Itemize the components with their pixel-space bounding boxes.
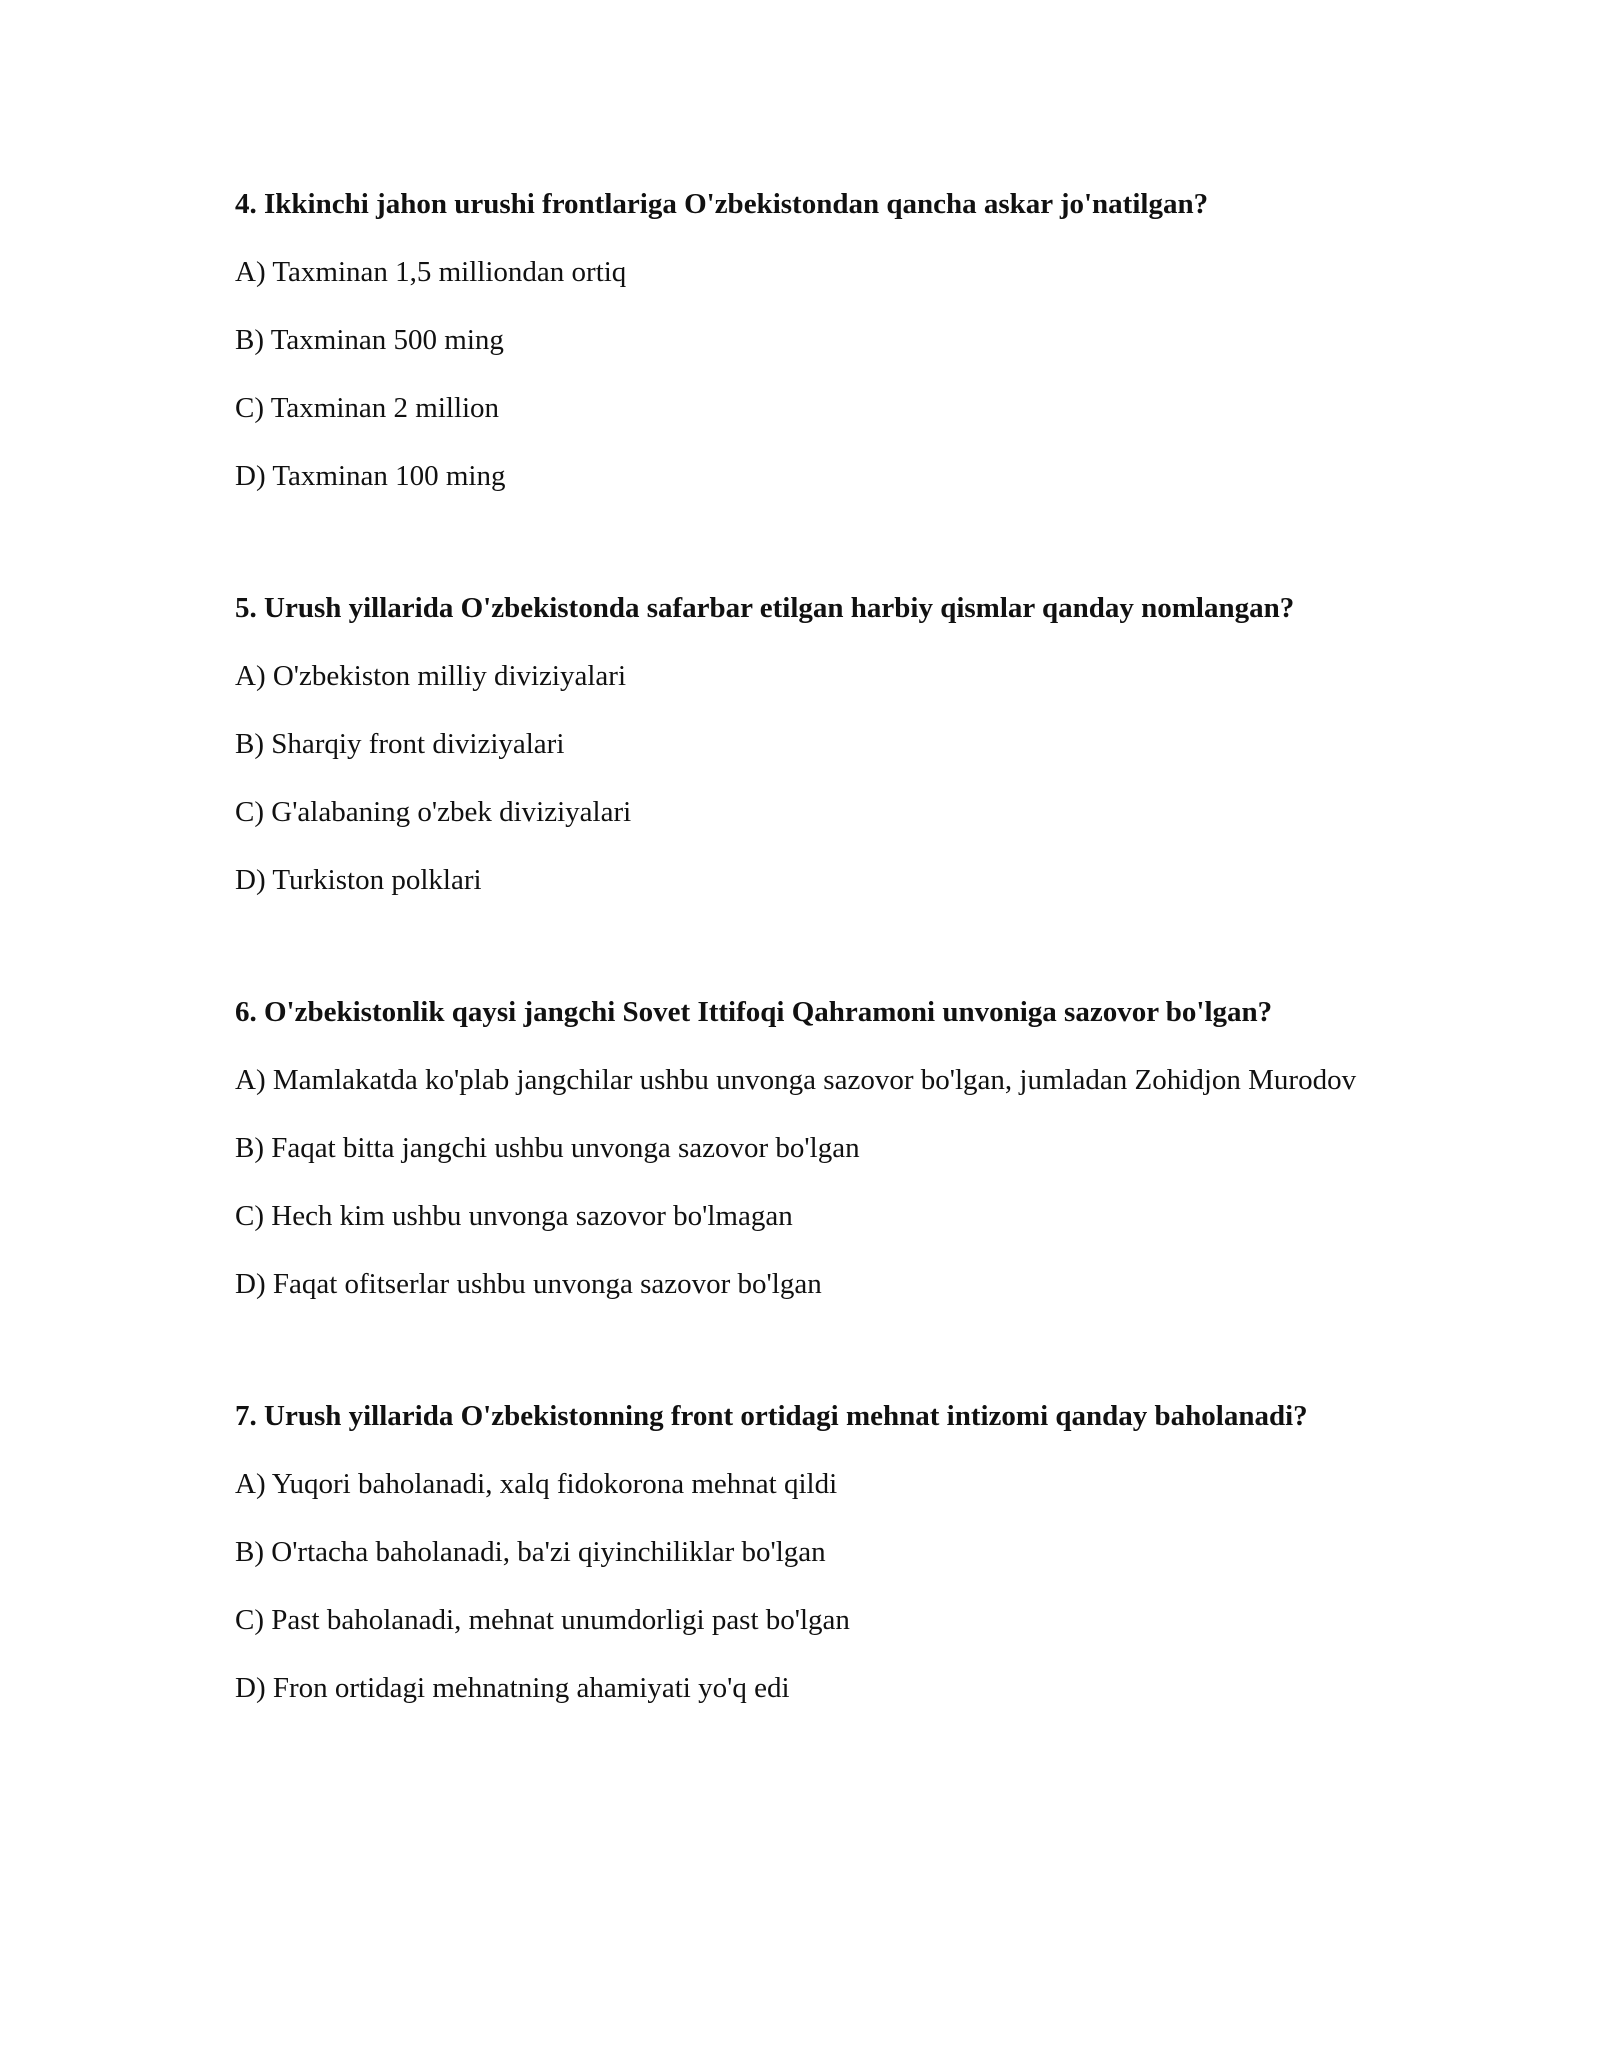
answer-option-b: B) Faqat bitta jangchi ushbu unvonga sazovor bo'lgan: [235, 1132, 860, 1164]
answer-option-c: C) Hech kim ushbu unvonga sazovor bo'lmagan: [235, 1200, 793, 1232]
answer-option-a: A) Taxminan 1,5 milliondan ortiq: [235, 256, 627, 288]
question-6: [235, 992, 1375, 1305]
answer-option-b: B) Taxminan 500 ming: [235, 324, 504, 356]
answer-option-c: C) Taxminan 2 million: [235, 392, 500, 424]
answer-options: [235, 656, 1375, 901]
question-7: [235, 1396, 1375, 1709]
question-5: [235, 588, 1375, 901]
document-page: [235, 184, 1375, 1800]
answer-option-d: D) Fron ortidagi mehnatning ahamiyati yo'q edi: [235, 1672, 790, 1704]
answer-option-a: A) O'zbekiston milliy diviziyalari: [235, 660, 627, 692]
answer-option-d: D) Turkiston polklari: [235, 864, 482, 896]
answer-options: [235, 252, 1375, 497]
answer-option-d: D) Faqat ofitserlar ushbu unvonga sazovor bo'lgan: [235, 1268, 822, 1300]
question-title: 5. Urush yillarida O'zbekistonda safarbar etilgan harbiy qismlar qanday nomlangan?: [235, 592, 1295, 624]
answer-option-c: C) Past baholanadi, mehnat unumdorligi past bo'lgan: [235, 1604, 850, 1636]
question-title: 6. O'zbekistonlik qaysi jangchi Sovet Ittifoqi Qahramoni unvoniga sazovor bo'lgan?: [235, 996, 1273, 1028]
answer-option-c: C) G'alabaning o'zbek diviziyalari: [235, 796, 632, 828]
answer-option-b: B) O'rtacha baholanadi, ba'zi qiyinchiliklar bo'lgan: [235, 1536, 826, 1568]
answer-option-b: B) Sharqiy front diviziyalari: [235, 728, 565, 760]
answer-option-d: D) Taxminan 100 ming: [235, 460, 506, 492]
question-title: 4. Ikkinchi jahon urushi frontlariga O'zbekistondan qancha askar jo'natilgan?: [235, 188, 1209, 220]
answer-option-a: A) Mamlakatda ko'plab jangchilar ushbu unvonga sazovor bo'lgan, jumladan Zohidjon Murodov: [235, 1064, 1357, 1096]
answer-options: [235, 1060, 1375, 1305]
question-4: [235, 184, 1375, 497]
answer-option-a: A) Yuqori baholanadi, xalq fidokorona mehnat qildi: [235, 1468, 838, 1500]
question-title: 7. Urush yillarida O'zbekistonning front ortidagi mehnat intizomi qanday baholanadi?: [235, 1400, 1308, 1432]
answer-options: [235, 1464, 1375, 1709]
